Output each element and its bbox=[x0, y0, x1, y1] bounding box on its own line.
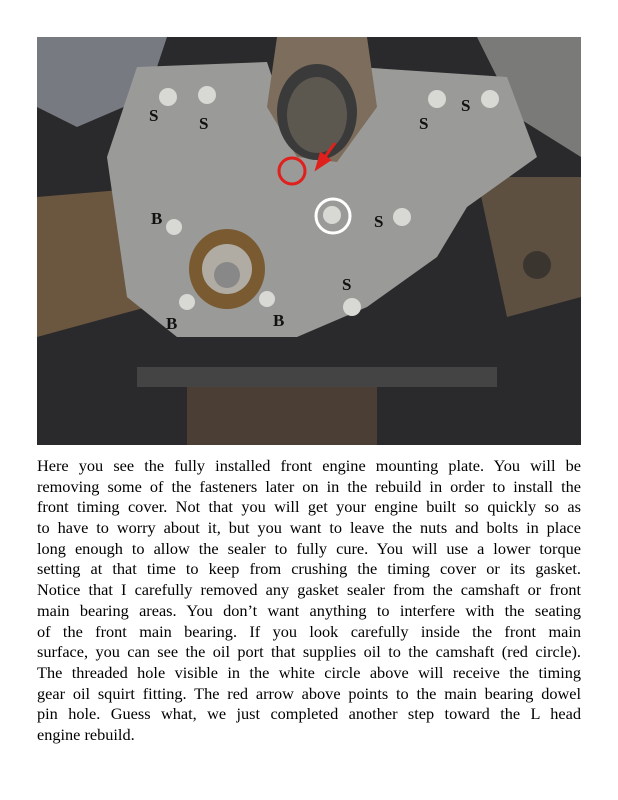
text-line: front timing cover. Not that you will get your engine built so quickly so as bbox=[37, 497, 581, 517]
text-line: of the front main bearing. If you look carefully inside the front main bbox=[37, 621, 581, 641]
text-line: The threaded hole visible in the white circle above will receive the timing bbox=[37, 662, 581, 682]
text-line: engine rebuild. bbox=[37, 724, 135, 744]
text-line: setting at that time to keep from crushing the timing cover or its gasket. bbox=[37, 559, 581, 579]
photo-label: B bbox=[166, 314, 178, 333]
engine-plate-photo bbox=[37, 37, 581, 445]
text-line: pin hole. Guess what, we just completed another step toward the L head bbox=[37, 704, 581, 724]
text-line: removing some of the fasteners later on in the rebuild in order to install the bbox=[37, 476, 581, 496]
photo-label: S bbox=[342, 275, 352, 294]
text-line: long enough to allow the sealer to fully cure. You will use a lower torque bbox=[37, 538, 581, 558]
photo-label: S bbox=[199, 114, 209, 133]
text-line: main bearing areas. You don’t want anything to interfere with the seating bbox=[37, 600, 581, 620]
text-line: surface, you can see the oil port that supplies oil to the camshaft (red circle). bbox=[37, 642, 581, 662]
photo-label: B bbox=[151, 209, 163, 228]
text-line: to have to worry about it, but you want to leave the nuts and bolts in place bbox=[37, 518, 581, 538]
photo-label: S bbox=[374, 212, 384, 231]
photo-label: S bbox=[419, 114, 429, 133]
body-paragraph bbox=[37, 456, 581, 746]
text-line: gear oil squirt fitting. The red arrow above points to the main bearing dowel bbox=[37, 683, 581, 703]
photo-label: S bbox=[461, 96, 471, 115]
text-line: Notice that I carefully removed any gasket sealer from the camshaft or front bbox=[37, 580, 581, 600]
photo-label: B bbox=[273, 311, 285, 330]
text-line: Here you see the fully installed front engine mounting plate. You will be bbox=[37, 456, 581, 475]
photo-label: S bbox=[149, 106, 159, 125]
